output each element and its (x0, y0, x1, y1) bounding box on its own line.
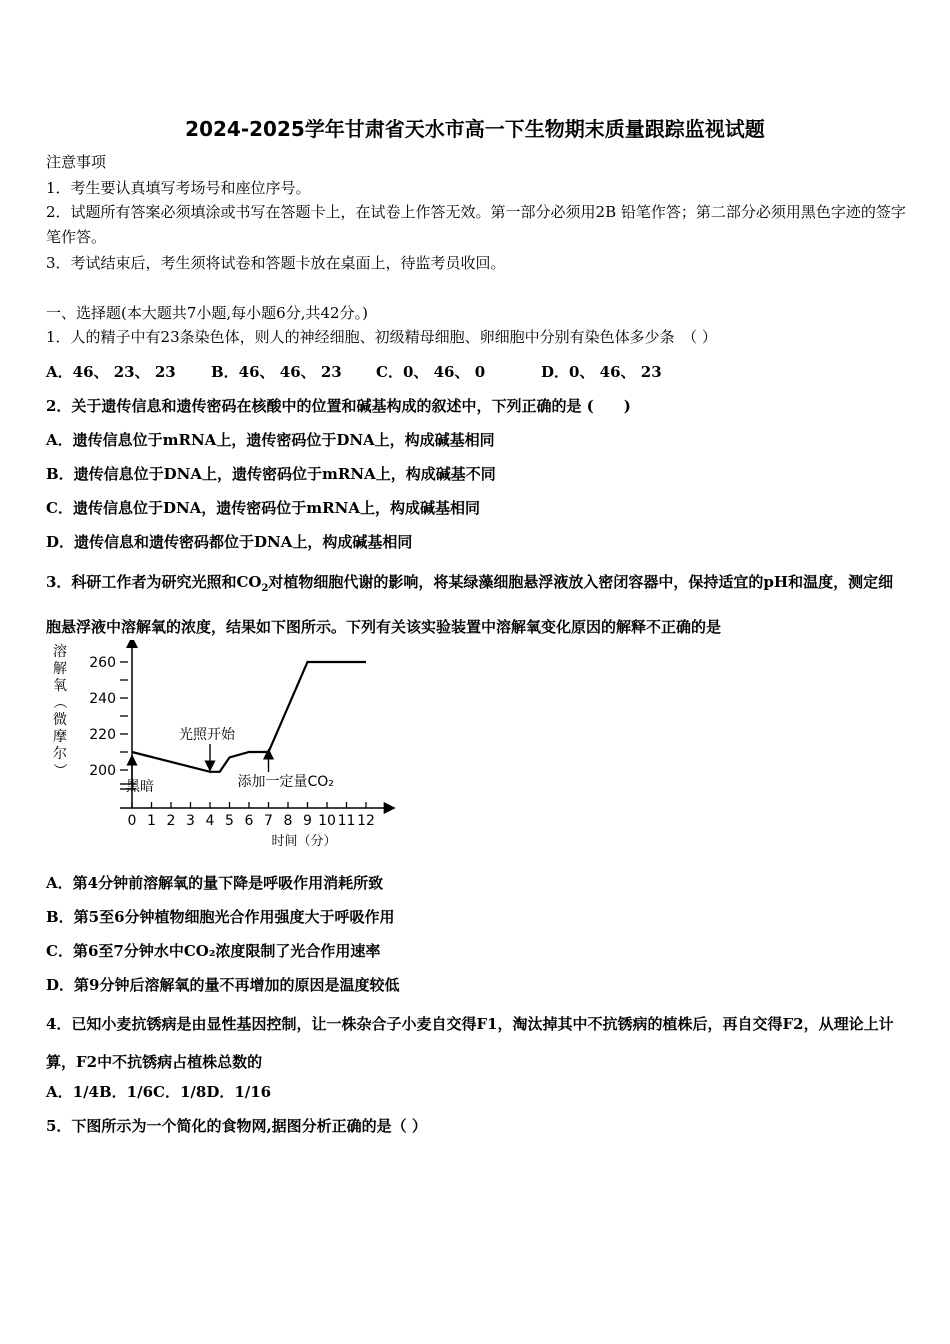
q3-stem-sub: 2 (261, 583, 269, 594)
x-ticks (128, 802, 375, 829)
y-axis-label-char: 摩 (53, 729, 67, 745)
q2-stem: 2．关于遗传信息和遗传密码在核酸中的位置和碱基构成的叙述中，下列正确的是 ( ) (46, 397, 631, 415)
y-tick-label: 220 (89, 727, 116, 743)
q2-option-a: A．遗传信息位于mRNA上，遗传密码位于DNA上，构成碱基相同 (46, 431, 495, 449)
annotation-light: 光照开始 (179, 727, 235, 743)
q3-stem-part-a: 3．科研工作者为研究光照和CO (46, 573, 262, 591)
y-axis-label-char: 解 (53, 661, 67, 677)
notice-item-1: 1．考生要认真填写考场号和座位序号。 (46, 179, 311, 197)
q3-stem-part-b: 对植物细胞代谢的影响，将某绿藻细胞悬浮液放入密闭容器中，保持适宜的pH和温度，测定细胞悬浮液中溶解氧的浓度，结果如下图所示。下列有关该实验装置中溶解氧变化原因的解释不正确的是 (46, 573, 894, 636)
x-tick-label: 7 (264, 813, 273, 829)
section-heading: 一、选择题(本大题共7小题,每小题6分,共42分。) (46, 304, 368, 322)
annotation-dark: 黑暗 (126, 779, 154, 795)
x-tick-label: 9 (303, 813, 312, 829)
q1-option-b: B．46、 46、 23 (211, 363, 342, 381)
q1-option-d: D．0、 46、 23 (541, 363, 662, 381)
q4-stem: 4．已知小麦抗锈病是由显性基因控制，让一株杂合子小麦自交得F1，淘汰掉其中不抗锈病的植株后，再自交得F2，从理论上计算，F2中不抗锈病占植株总数的 (46, 1015, 894, 1071)
y-axis-label-char: 溶 (53, 644, 67, 660)
x-tick-label: 8 (283, 813, 293, 829)
q1-options (46, 361, 706, 382)
y-axis-label-char: （ (51, 695, 67, 709)
series-line (132, 662, 366, 772)
y-axis-label-char: ） (51, 763, 67, 777)
x-tick-label: 6 (244, 813, 254, 829)
q2-option-c: C．遗传信息位于DNA，遗传密码位于mRNA上，构成碱基相同 (46, 499, 480, 517)
q5-stem: 5．下图所示为一个简化的食物网,据图分析正确的是（ ） (46, 1117, 427, 1135)
y-axis-label-char: 氧 (53, 678, 67, 694)
q1-stem: 1．人的精子中有23条染色体，则人的神经细胞、初级精母细胞、卵细胞中分别有染色体多少条 （ ） (46, 328, 717, 346)
x-tick-label: 12 (357, 813, 375, 829)
y-axis-label-char: 尔 (53, 746, 67, 762)
q3-option-d: D．第9分钟后溶解氧的量不再增加的原因是温度较低 (46, 976, 400, 994)
x-axis-label: 时间（分） (271, 834, 337, 849)
x-tick-label: 11 (337, 813, 356, 829)
y-ticks (89, 655, 128, 779)
q3-option-c: C．第6至7分钟水中CO₂浓度限制了光合作用速率 (46, 942, 381, 960)
x-tick-label: 2 (166, 813, 176, 829)
dissolved-oxygen-chart (44, 640, 414, 855)
q4-options: A．1/4B．1/6C．1/8D．1/16 (46, 1083, 272, 1101)
q2-option-d: D．遗传信息和遗传密码都位于DNA上，构成碱基相同 (46, 533, 413, 551)
notice-item-2: 2．试题所有答案必须填涂或书写在答题卡上，在试卷上作答无效。第一部分必须用2B 铅笔作答；第二部分必须用黑色字迹的签字笔作答。 (46, 203, 906, 246)
notice-heading: 注意事项 (46, 153, 107, 171)
y-tick-label: 240 (89, 691, 116, 707)
annotation-co2: 添加一定量CO₂ (237, 774, 334, 790)
q3-stem (46, 563, 906, 646)
q2-option-b: B．遗传信息位于DNA上，遗传密码位于mRNA上，构成碱基不同 (46, 465, 496, 483)
notice-item-3: 3．考试结束后，考生须将试卷和答题卡放在桌面上，待监考员收回。 (46, 254, 506, 272)
x-tick-label: 3 (186, 813, 195, 829)
chart-annotations (126, 726, 334, 795)
y-tick-label: 200 (89, 763, 116, 779)
page-title: 2024-2025学年甘肃省天水市高一下生物期末质量跟踪监视试题 (185, 117, 765, 141)
q1-option-c: C．0、 46、 0 (376, 363, 486, 381)
y-axis-label (51, 643, 67, 777)
x-tick-label: 5 (225, 813, 234, 829)
x-tick-label: 1 (147, 813, 156, 829)
q1-option-a: A．46、 23、 23 (46, 363, 176, 381)
q3-option-a: A．第4分钟前溶解氧的量下降是呼吸作用消耗所致 (46, 874, 384, 892)
x-tick-label: 10 (318, 813, 336, 829)
x-tick-label: 0 (127, 813, 137, 829)
x-tick-label: 4 (205, 813, 215, 829)
y-axis-label-char: 微 (53, 712, 67, 728)
q3-option-b: B．第5至6分钟植物细胞光合作用强度大于呼吸作用 (46, 908, 395, 926)
y-tick-label: 260 (89, 655, 116, 671)
